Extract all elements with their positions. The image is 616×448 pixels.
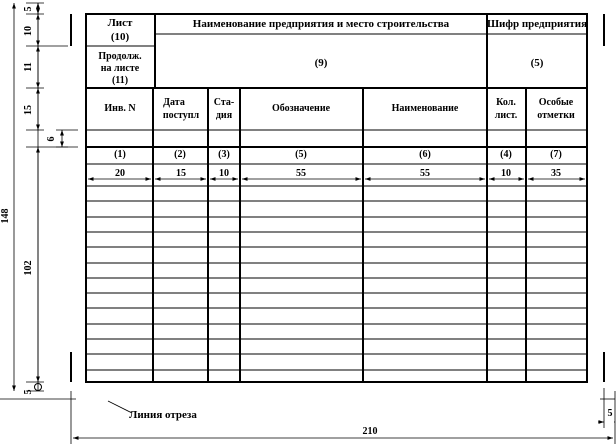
cipher-title: Шифр предприятия: [486, 18, 588, 30]
col-width-2: 15: [176, 168, 186, 179]
vertical-dimensions: [0, 3, 78, 395]
col-sheets-label2: лист.: [494, 110, 518, 121]
dim-total-width: 210: [362, 426, 378, 437]
cut-line-label: Линия отреза: [129, 409, 197, 421]
col-designation-label: Обозначение: [271, 103, 331, 114]
col-inv-label: Инв. N: [104, 103, 136, 114]
dim-total-height: 148: [0, 208, 11, 224]
dim-row2: 11: [23, 62, 34, 72]
column-width-dims: [88, 167, 585, 179]
col-code-5: (6): [419, 149, 431, 160]
continued-line2: на листе: [100, 63, 140, 74]
col-width-7: 35: [551, 168, 561, 179]
col-notes-label2: отметки: [537, 110, 575, 121]
dim-top-margin: 5: [23, 6, 34, 12]
col-width-6: 10: [501, 168, 511, 179]
col-name-label: Наименование: [391, 103, 459, 114]
column-codes: [114, 149, 562, 160]
col-width-4: 55: [296, 168, 306, 179]
enterprise-code: (9): [314, 57, 328, 69]
enterprise-title: Наименование предприятия и место строительства: [192, 18, 450, 30]
col-code-2: (2): [174, 149, 186, 160]
col-date-label2: поступл: [162, 110, 200, 121]
continued-line1: Продолж.: [98, 51, 142, 62]
sheet-code: (10): [110, 31, 130, 43]
col-code-4: (5): [295, 149, 307, 160]
register-table: [71, 14, 604, 382]
col-date-label1: Дата: [163, 97, 185, 108]
col-sheets-label1: Кол.: [496, 97, 516, 108]
col-notes-label1: Особые: [538, 97, 574, 108]
dim-body: 102: [23, 260, 34, 276]
col-code-3: (3): [218, 149, 230, 160]
dim-row1: 10: [23, 26, 34, 36]
dim-right-margin: 5: [607, 408, 613, 419]
dim-row4: 6: [46, 136, 57, 142]
sheet-label: Лист: [107, 17, 133, 29]
bottom-dimensions: [0, 388, 615, 444]
col-stage-label2: дия: [215, 110, 233, 121]
col-code-6: (4): [500, 149, 512, 160]
col-code-1: (1): [114, 149, 126, 160]
continued-code: (11): [111, 75, 129, 86]
dim-bottom-margin: 5: [23, 389, 34, 395]
dim-row3: 15: [23, 105, 34, 115]
col-stage-label1: Ста-: [213, 97, 235, 108]
table-border: [86, 14, 587, 382]
col-code-7: (7): [550, 149, 562, 160]
col-width-5: 55: [420, 168, 430, 179]
col-width-1: 20: [115, 168, 125, 179]
col-width-3: 10: [219, 168, 229, 179]
cipher-code: (5): [530, 57, 544, 69]
body-rows: [86, 164, 587, 370]
